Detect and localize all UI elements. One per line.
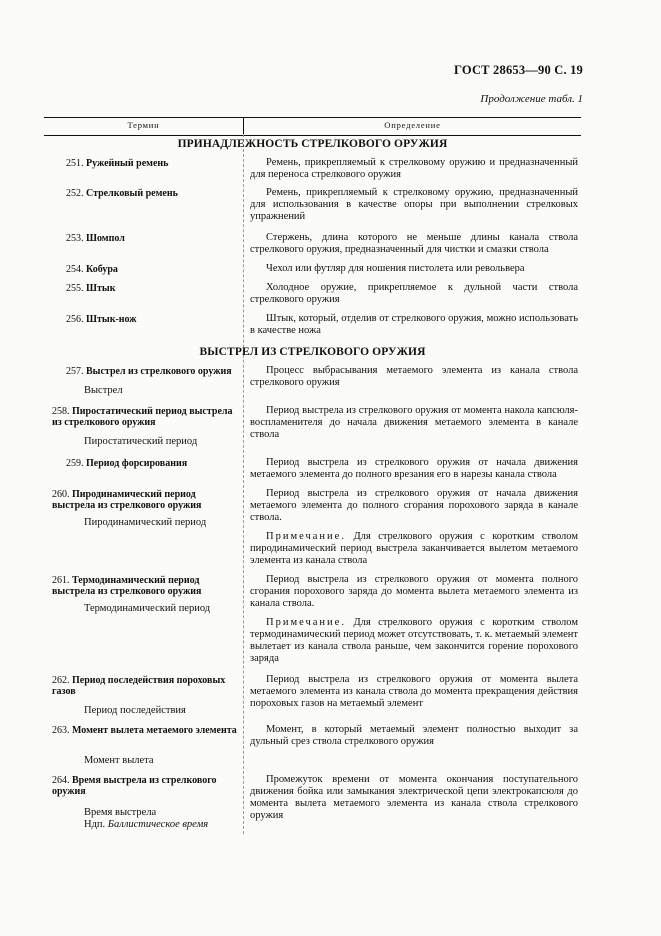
definition-text: Период выстрела из стрелкового оружия от момента накола капсюля-воспламенителя до начала движения метаемого элемента в канале ствола — [250, 405, 578, 440]
standard-code: ГОСТ 28653—90 С. 19 — [454, 63, 583, 77]
term-entry: 264. Время выстрела из стрелкового оружия — [52, 775, 217, 797]
definition-text: Промежуток времени от момента окончания поступательного движения бойка или замыкания электрической цепи электрокапсюля до момента вылета метаемого элемента из канала ствола стрелкового оружия — [250, 774, 578, 821]
table-continuation: Продолжение табл. 1 — [480, 93, 583, 105]
term-synonym: Термодинамический период — [84, 603, 211, 614]
term-synonym: Период последействия — [84, 705, 186, 716]
definition-text: Штык, который, отделив от стрелкового оружия, можно использовать в качестве ножа — [250, 313, 578, 336]
term-synonym: Момент вылета — [84, 755, 154, 766]
definition-text: Холодное оружие, прикрепляемое к дульной части ствола стрелкового оружия — [250, 282, 578, 305]
term-entry: 251. Ружейный ремень — [66, 158, 169, 169]
term-entry: 252. Стрелковый ремень — [66, 188, 178, 199]
definition-text: Период выстрела из стрелкового оружия от момента вылета метаемого элемента из канала ствола до момента прекращения действия пороховых газов на метаемый элемент — [250, 674, 578, 709]
definition-note: Примечание. Для стрелкового оружия с коротким стволом термодинамический период может отсутствовать, т. к. метаемый элемент вылетает из канала ствола раньше, чем закончится горение порохового заряда — [250, 617, 578, 664]
term-not-recommended: Ндп. Баллистическое время — [84, 819, 209, 830]
term-entry: 253. Шомпол — [66, 233, 125, 244]
term-synonym: Выстрел — [84, 385, 123, 396]
term-entry: 254. Кобура — [66, 264, 118, 275]
term-entry: 257. Выстрел из стрелкового оружия — [66, 366, 232, 377]
section-title: ВЫСТРЕЛ ИЗ СТРЕЛКОВОГО ОРУЖИЯ — [199, 346, 426, 358]
definition-text: Период выстрела из стрелкового оружия от начала движения метаемого элемента до полного врезания его в нарезы канала ствола — [250, 457, 578, 480]
section-title: ПРИНАДЛЕЖНОСТЬ СТРЕЛКОВОГО ОРУЖИЯ — [177, 138, 448, 150]
column-term: Термин — [127, 120, 160, 130]
column-rule — [243, 134, 244, 834]
definition-text: Период выстрела из стрелкового оружия от момента полного сгорания порохового заряда до момента вылета метаемого элемента из канала ствола. — [250, 574, 578, 609]
term-entry: 261. Термодинамический период выстрела из стрелкового оружия — [52, 575, 202, 597]
term-entry: 262. Период последействия пороховых газов — [52, 675, 226, 697]
column-definition: Определение — [384, 120, 441, 130]
term-entry: 256. Штык-нож — [66, 314, 137, 325]
definition-text: Период выстрела из стрелкового оружия от начала движения метаемого элемента до полного сгорания порохового заряда в канале ствола. — [250, 488, 578, 523]
definition-text: Чехол или футляр для ношения пистолета или револьвера — [266, 263, 525, 274]
definition-text: Стержень, длина которого не меньше длины канала ствола стрелкового оружия, предназначенный для чистки и смазки ствола — [250, 232, 578, 255]
term-synonym: Время выстрела — [84, 807, 157, 818]
table-header — [44, 117, 581, 136]
definition-text: Процесс выбрасывания метаемого элемента из канала ствола стрелкового оружия — [250, 365, 578, 388]
definition-text: Ремень, прикрепляемый к стрелковому оружию и предназначенный для переноса стрелкового оружия — [250, 157, 578, 180]
term-synonym: Пиростатический период — [84, 436, 198, 447]
definition-note: Примечание. Для стрелкового оружия с коротким стволом пиродинамический период выстрела заканчивается вылетом метаемого элемента из канала ствола — [250, 531, 578, 566]
term-entry: 259. Период форсирования — [66, 458, 188, 469]
term-synonym: Пиродинамический период — [84, 517, 207, 528]
definition-text: Момент, в который метаемый элемент полностью выходит за дульный срез ствола стрелкового оружия — [250, 724, 578, 747]
term-entry: 260. Пиродинамический период выстрела из стрелкового оружия — [52, 489, 202, 511]
term-entry: 258. Пиростатический период выстрела из стрелкового оружия — [52, 406, 233, 428]
term-entry: 263. Момент вылета метаемого элемента — [52, 725, 237, 736]
term-entry: 255. Штык — [66, 283, 116, 294]
definition-text: Ремень, прикрепляемый к стрелковому оружию, предназначенный для использования в качестве опоры при выполнении стрелковых упражнений — [250, 187, 578, 222]
